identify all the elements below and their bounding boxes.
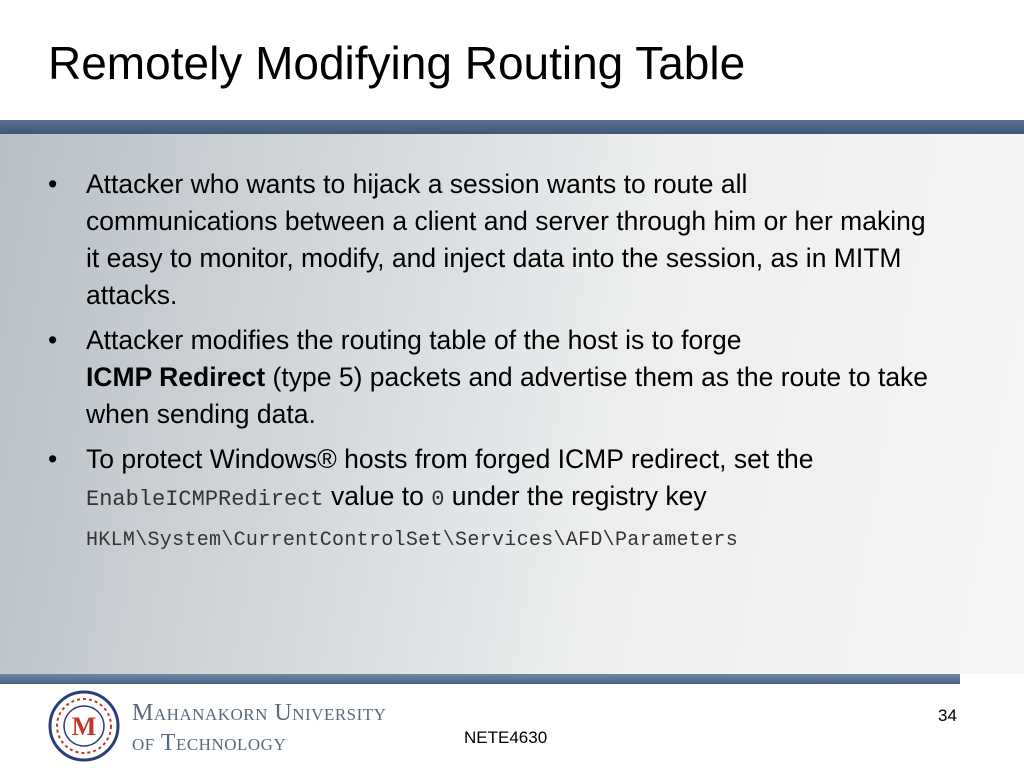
code-registry-path: HKLM\System\CurrentControlSet\Services\AFD\Parameters: [86, 529, 739, 552]
bullet-text: under the registry key: [444, 481, 707, 511]
bullet-text: To protect Windows® hosts from forged ICMP redirect, set the: [86, 444, 814, 474]
bullet-text: Attacker modifies the routing table of the host is to forge: [86, 325, 742, 355]
bullet-item: [44, 166, 944, 314]
footer-divider-bar: [0, 674, 960, 684]
page-title: Remotely Modifying Routing Table: [48, 37, 746, 89]
university-logo-icon: [46, 688, 122, 764]
title-area: [0, 0, 1024, 118]
course-code: NETE4630: [464, 728, 548, 747]
bullet-bold-text: ICMP Redirect: [86, 362, 266, 392]
page-number: 34: [938, 706, 957, 725]
logo-letter: M: [71, 712, 97, 741]
university-line-2: of Technology: [132, 730, 287, 756]
bullet-text: value to: [323, 481, 432, 511]
bullet-item: [44, 441, 944, 559]
bullet-text: (type 5) packets and advertise them as the route to take when sending data.: [86, 362, 929, 429]
bullet-item: [44, 322, 944, 433]
code-registry-value: EnableICMPRedirect: [86, 487, 324, 512]
title-divider-bar: [0, 120, 1024, 134]
code-value: 0: [431, 487, 445, 512]
university-line-1: Mahanakorn University: [132, 700, 387, 726]
bullet-list: [44, 166, 944, 567]
bullet-text: Attacker who wants to hijack a session wants to route all communications between a client and server through him or her making it easy to monitor, modify, and inject data into the session, as in MITM attacks.: [86, 169, 926, 310]
bullet-dot: •: [48, 444, 58, 474]
university-name: [132, 698, 386, 758]
bullet-dot: •: [48, 325, 58, 355]
bullet-dot: •: [48, 169, 58, 199]
